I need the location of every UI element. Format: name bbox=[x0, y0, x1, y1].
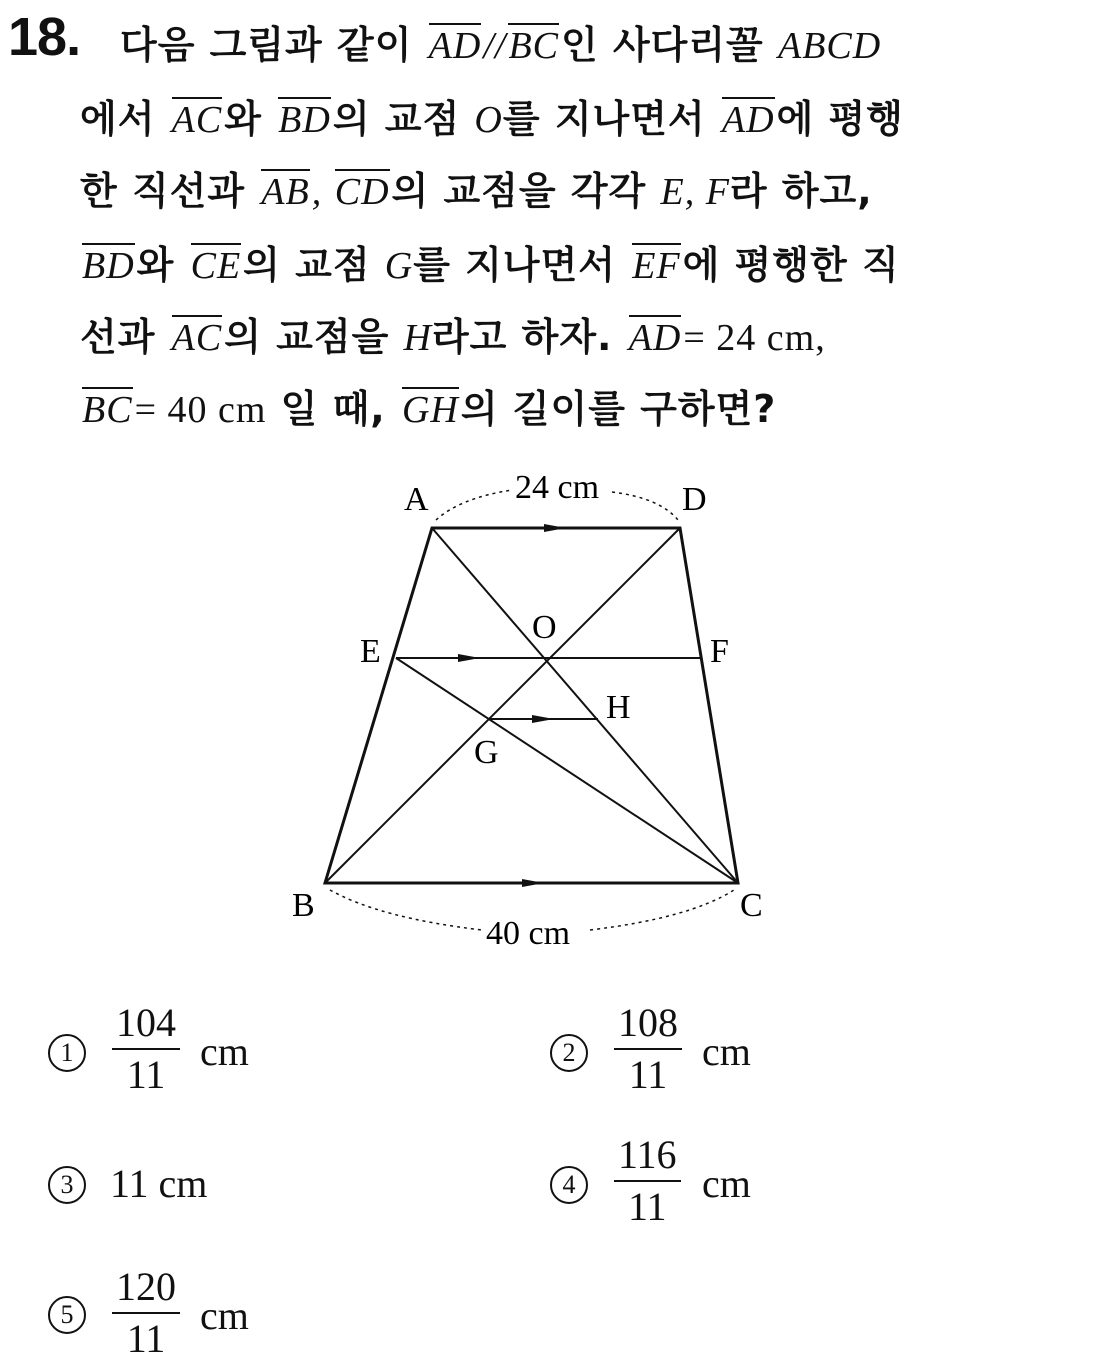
top-length: 24 cm bbox=[515, 469, 600, 506]
label-e: E bbox=[360, 633, 381, 670]
trapezoid-name: ABCD bbox=[778, 25, 882, 67]
numerator: 120 bbox=[112, 1262, 180, 1314]
segment-ad: AD bbox=[628, 317, 682, 359]
text-frag: 일 때, bbox=[266, 387, 400, 431]
choice-fraction-5 bbox=[112, 1262, 180, 1364]
arrow-ad bbox=[544, 524, 566, 532]
text-frag: 에 평행한 직 bbox=[682, 243, 900, 287]
arrow-ef bbox=[458, 654, 480, 662]
label-h: H bbox=[606, 689, 631, 726]
choice-fraction-4 bbox=[614, 1130, 681, 1232]
segment-bc: BC bbox=[82, 389, 133, 431]
segment-ac: AC bbox=[171, 99, 223, 141]
segment-ce: CE bbox=[190, 245, 242, 287]
point-h: H bbox=[403, 317, 432, 359]
choice-text-3: 11 cm bbox=[110, 1161, 208, 1206]
text-frag: , bbox=[684, 171, 706, 213]
point-o: O bbox=[474, 99, 503, 141]
choice-unit-4: cm bbox=[702, 1161, 751, 1206]
text-frag: 라 하고, bbox=[729, 169, 873, 213]
text-frag: 의 교점을 bbox=[224, 315, 404, 359]
arc-top bbox=[612, 492, 678, 520]
segment-ac: AC bbox=[171, 317, 223, 359]
denominator: 11 bbox=[126, 1316, 166, 1361]
label-d: D bbox=[682, 481, 707, 518]
label-c: C bbox=[740, 887, 763, 924]
choice-unit-5: cm bbox=[200, 1293, 249, 1338]
choice-mark-1: 1 bbox=[48, 1034, 86, 1072]
question-line-6 bbox=[80, 378, 776, 433]
choice-mark-3: 3 bbox=[48, 1166, 86, 1204]
choice-mark-5: 5 bbox=[48, 1296, 86, 1334]
segment-ad: AD bbox=[428, 25, 482, 67]
text-frag: 를 지나면서 bbox=[413, 243, 631, 287]
segment-bd: BD bbox=[82, 245, 135, 287]
arc-top bbox=[436, 490, 512, 520]
point-g: G bbox=[384, 245, 414, 287]
segment-bd: BD bbox=[278, 99, 331, 141]
denominator: 11 bbox=[126, 1052, 166, 1097]
text-frag: 에 평행 bbox=[776, 97, 904, 141]
segment-ce-line bbox=[396, 658, 738, 883]
bottom-length: 40 cm bbox=[486, 915, 571, 952]
numerator: 104 bbox=[112, 998, 180, 1050]
label-f: F bbox=[710, 633, 729, 670]
question-line-1 bbox=[120, 14, 881, 69]
parallel-symbol: // bbox=[483, 25, 507, 67]
segment-cd: CD bbox=[334, 171, 390, 213]
segment-ad: AD bbox=[721, 99, 775, 141]
trapezoid-outline bbox=[325, 528, 738, 883]
point-f: F bbox=[705, 171, 730, 213]
label-o: O bbox=[532, 609, 557, 646]
text-frag: 다음 그림과 같이 bbox=[120, 23, 427, 67]
question-line-4 bbox=[80, 234, 900, 289]
arc-bottom bbox=[330, 890, 482, 930]
segment-gh: GH bbox=[401, 389, 459, 431]
text-frag: 의 교점 bbox=[332, 97, 475, 141]
choice-mark-4: 4 bbox=[550, 1166, 588, 1204]
equation-ad: = 24 cm bbox=[683, 317, 816, 359]
text-frag: 와 bbox=[224, 97, 277, 141]
text-frag: , bbox=[815, 317, 826, 359]
denominator: 11 bbox=[628, 1184, 667, 1229]
point-e: E bbox=[660, 171, 685, 213]
text-frag: 라고 하자. bbox=[431, 315, 627, 359]
text-frag: 와 bbox=[136, 243, 189, 287]
choice-fraction-1 bbox=[112, 998, 180, 1100]
label-a: A bbox=[404, 481, 429, 518]
segment-bc: BC bbox=[508, 25, 559, 67]
equation-bc: = 40 cm bbox=[134, 389, 267, 431]
trapezoid-figure bbox=[0, 440, 1119, 1000]
text-frag: 에서 bbox=[80, 97, 170, 141]
question-line-5 bbox=[80, 306, 826, 361]
choice-unit-1: cm bbox=[200, 1029, 249, 1074]
question-line-2 bbox=[80, 88, 904, 143]
choice-fraction-2 bbox=[614, 998, 682, 1100]
choice-unit-2: cm bbox=[702, 1029, 751, 1074]
numerator: 116 bbox=[614, 1130, 681, 1182]
arrow-gh bbox=[532, 715, 554, 723]
arrow-bc bbox=[522, 879, 544, 887]
question-number: 18. bbox=[8, 7, 81, 67]
text-frag: 한 직선과 bbox=[80, 169, 260, 213]
question-line-3 bbox=[80, 160, 873, 215]
text-frag: 인 사다리꼴 bbox=[561, 23, 778, 67]
text-frag: 의 교점을 각각 bbox=[391, 169, 661, 213]
label-g: G bbox=[474, 734, 499, 771]
denominator: 11 bbox=[628, 1052, 668, 1097]
text-frag: 의 교점 bbox=[243, 243, 385, 287]
text-frag: 의 길이를 구하면? bbox=[460, 387, 777, 431]
choice-mark-2: 2 bbox=[550, 1034, 588, 1072]
text-frag: 선과 bbox=[80, 315, 170, 359]
numerator: 108 bbox=[614, 998, 682, 1050]
text-frag: , bbox=[311, 171, 333, 213]
arc-bottom bbox=[590, 890, 734, 930]
diagonal-ac bbox=[432, 528, 738, 883]
segment-ab: AB bbox=[261, 171, 310, 213]
segment-ef: EF bbox=[632, 245, 681, 287]
label-b: B bbox=[292, 887, 315, 924]
text-frag: 를 지나면서 bbox=[502, 97, 720, 141]
